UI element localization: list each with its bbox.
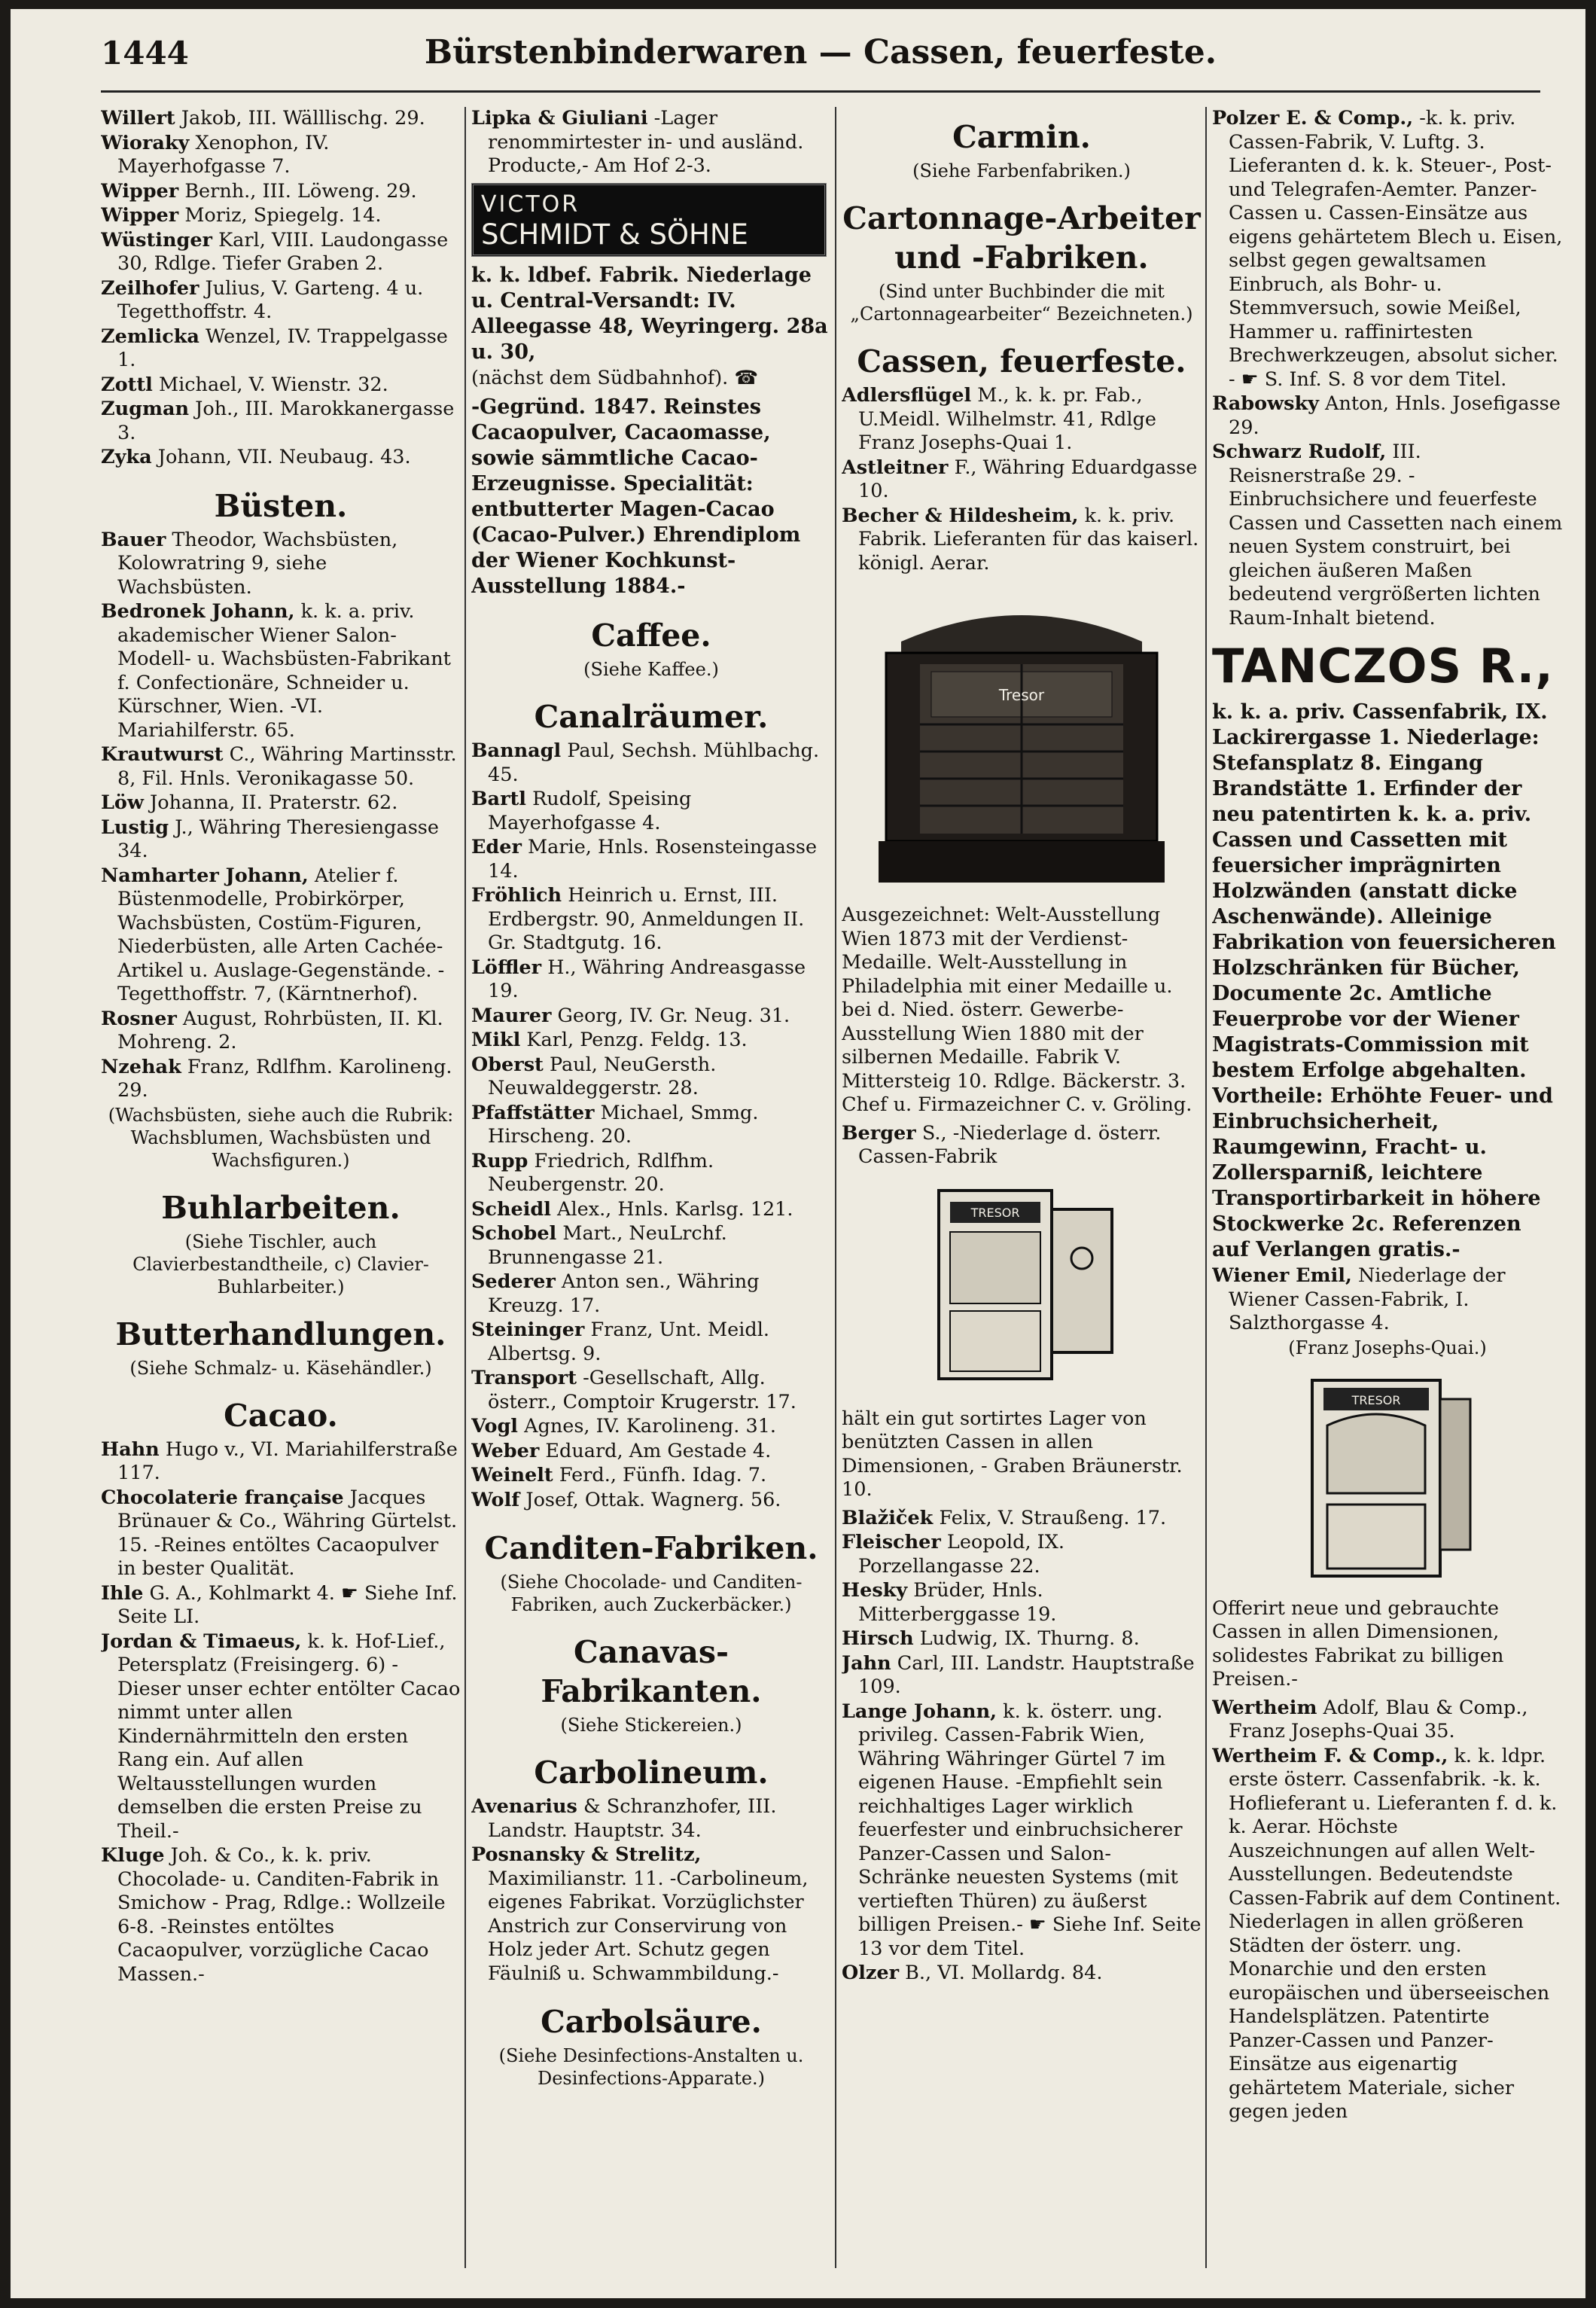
listing-entry <box>101 180 461 204</box>
listing-details: B., VI. Mollardg. 84. <box>905 1962 1103 1984</box>
listing-entry <box>1212 441 1563 630</box>
cross-reference: (Siehe Tischler, auch Clavierbestandtheile, c) Clavier-Buhlarbeiter.) <box>132 1230 429 1297</box>
company-name: Zottl <box>101 373 153 396</box>
company-name: Zeilhofer <box>101 276 200 300</box>
column-2 <box>471 107 831 2268</box>
listing-entry <box>101 1486 461 1581</box>
listing-details: k. k. priv. Fabrik. Lieferanten für das kaiserl. königl. Aerar. <box>858 504 1199 575</box>
listing-details: H., Währing Andreasgasse 19. <box>488 956 806 1002</box>
listing-entry <box>471 1270 831 1318</box>
company-name: Zyka <box>101 446 152 468</box>
listing-entry <box>471 1489 831 1513</box>
cross-reference: (Siehe Chocolade- und Canditen-Fabriken, auch Zuckerbäcker.) <box>500 1572 803 1615</box>
section-heading: Buhlarbeiten. <box>161 1189 401 1226</box>
listing-entry <box>842 1507 1202 1531</box>
listing-details: Carl, III. Landstr. Hauptstraße 109. <box>858 1651 1195 1698</box>
company-name: Oberst <box>471 1053 544 1076</box>
company-name: Wipper <box>101 204 179 227</box>
cross-reference: (Sind unter Buchbinder die mit „Cartonnagearbeiter“ Bezeichneten.) <box>850 281 1193 325</box>
cross-reference: (Wachsbüsten, siehe auch die Rubrik: Wachsblumen, Wachsbüsten und Wachsfiguren.) <box>108 1104 454 1171</box>
listing-entry <box>842 1531 1202 1578</box>
listing-entry <box>471 1029 831 1053</box>
listing-details: Josef, Ottak. Wagnerg. 56. <box>525 1488 781 1511</box>
company-name: Jahn <box>842 1651 891 1675</box>
listing-entry <box>471 956 831 1004</box>
page-number: 1444 <box>101 35 189 72</box>
listing-details: Jacques Brünauer & Co., Währing Gürtelst. 15. -Reines entöltes Cacaopulver in bester Qualität. <box>117 1486 458 1580</box>
listing-entry <box>471 1319 831 1366</box>
company-name: Wiener Emil, <box>1212 1264 1352 1287</box>
column-rule <box>1205 107 1207 2268</box>
listing-details: & Schranzhofer, III. Landstr. Hauptstr. 34. <box>488 1795 777 1842</box>
listing-entry <box>471 107 831 178</box>
company-name: Bedronek Johann, <box>101 600 295 623</box>
listing-entry <box>471 739 831 787</box>
listing-details: k. k. a. priv. akademischer Wiener Salon-Modell- u. Wachsbüsten-Fabrikant f. Confectionäre, Schneider u. Kürschner, Wien. -VI. Mariahilferstr. 65. <box>117 600 451 742</box>
listing-details: k. k. österr. ung. privileg. Cassen-Fabrik Wien, Währing Währinger Gürtel 7 im eigenen Hause. -Empfiehlt sein reichhaltiges Lager wirklich feuerfester und einbruchsicherer Panzer-Cassen und Salon-Schränke neuesten Systems (mit vertieften Thüren) zu äußerst billigen Preisen.- ☛ Siehe Inf. Seite 13 vor dem Titel. <box>858 1700 1202 1960</box>
cross-reference: (Siehe Stickereien.) <box>560 1715 742 1736</box>
listing-details: Johann, VII. Neubaug. 43. <box>157 446 411 468</box>
section-heading: Carbolsäure. <box>541 2004 762 2040</box>
section-heading: Canalräumer. <box>534 699 769 735</box>
company-name: Wüstinger <box>101 228 212 252</box>
column-rule <box>835 107 836 2268</box>
listing-details: C., Währing Martinsstr. 8, Fil. Hnls. Veronikagasse 50. <box>117 743 457 790</box>
listing-details: Michael, V. Wienstr. 32. <box>158 373 388 396</box>
listing-entry <box>471 1053 831 1101</box>
listing-entry <box>101 1630 461 1844</box>
advertisement-text: -Gegründ. 1847. Reinstes Cacaopulver, Cacaomasse, sowie sämmtliche Cacao-Erzeugnisse. Specialität: entbutterter Magen-Cacao (Cacao-Pulver.) Ehrendiplom der Wiener Kochkunst-Ausstellung 1884.- <box>471 395 801 598</box>
company-name: Namharter Johann, <box>101 864 309 887</box>
listing-entry <box>101 446 461 470</box>
listing-entry <box>471 1198 831 1222</box>
listing-details: Agnes, IV. Karolineng. 31. <box>524 1415 777 1438</box>
listing-details: Bernh., III. Löweng. 29. <box>184 179 417 203</box>
listing-entry <box>101 229 461 276</box>
listing-details: Theodor, Wachsbüsten, Kolowratring 9, siehe Wachsbüsten. <box>117 528 398 599</box>
listing-entry <box>842 384 1202 456</box>
listing-details: Joh. & Co., k. k. priv. Chocolade- u. Canditen-Fabrik in Smichow - Prag, Rdlge.: Wollzeile 6-8. -Reinstes entöltes Cacaopulver, vorzügliche Cacao Massen.- <box>117 1844 446 1986</box>
listing-entry <box>101 398 461 445</box>
company-name: Wipper <box>101 179 179 203</box>
listing-details: S., -Niederlage d. österr. Cassen-Fabrik <box>858 1121 1162 1168</box>
company-name: Bannagl <box>471 739 562 762</box>
company-name: Lange Johann, <box>842 1700 998 1723</box>
listing-details: Leopold, IX. Porzellangasse 22. <box>858 1531 1065 1578</box>
company-name: Kluge <box>101 1844 165 1867</box>
company-name: Schobel <box>471 1222 557 1245</box>
listing-entry <box>1212 392 1563 440</box>
listing-entry <box>101 107 461 131</box>
section-heading: Cartonnage-Arbeiter und -Fabriken. <box>842 200 1201 276</box>
listing-details: Ferd., Fünfh. Idag. 7. <box>559 1464 767 1486</box>
company-name: Fleischer <box>842 1531 941 1553</box>
column-4 <box>1212 107 1563 2268</box>
advertisement-text: k. k. a. priv. Cassenfabrik, IX. Lackirergasse 1. Niederlage: Stefansplatz 8. Eingang Brandstätte 1. Erfinder der neu patentirten k. k. a. priv. Cassen und Cassetten mit feuersicher imprägnirten Holzwänden (anstatt dicke Aschenwände). Alleinige Fabrikation von feuersicheren Holzschränken für Bücher, Documente 2c. Amtliche Feuerprobe vor der Wiener Magistrats-Commission mit bestem Erfolge abgehalten. Vortheile: Erhöhte Feuer- und Einbruchsicherheit, Raumgewinn, Fracht- u. Zollersparniß, leichtere Transportirbarkeit in höhere Stockwerke 2c. Referenzen auf Verlangen gratis.- <box>1212 700 1556 1261</box>
listing-entry <box>101 743 461 791</box>
listing-details: M., k. k. pr. Fab., U.Meidl. Wilhelmstr. 41, Rdlge Franz Josephs-Quai 1. <box>858 384 1156 454</box>
listing-details: Niederlage der Wiener Cassen-Fabrik, I. Salzthorgasse 4. <box>1229 1264 1506 1334</box>
listing-entry <box>101 1056 461 1103</box>
listing-entry <box>471 1795 831 1843</box>
directory-page <box>11 9 1585 2298</box>
listing-entry <box>471 788 831 835</box>
listing-details: Friedrich, Rdlfhm. Neubergenstr. 20. <box>488 1149 714 1196</box>
listing-entry <box>101 277 461 325</box>
listing-entry <box>101 325 461 373</box>
listing-details: Georg, IV. Gr. Neug. 31. <box>557 1004 790 1027</box>
section-heading: Canavas-Fabrikanten. <box>541 1634 762 1709</box>
listing-entry <box>471 1415 831 1439</box>
company-name: Maurer <box>471 1004 552 1027</box>
listing-details: -Lager renommirtester in- und ausländ. Producte,- Am Hof 2-3. <box>488 107 804 177</box>
company-name: Astleitner <box>842 456 949 479</box>
company-name: Löffler <box>471 956 542 979</box>
company-name: Weinelt <box>471 1464 553 1486</box>
listing-entry <box>1212 1745 1563 2124</box>
listing-entry <box>842 1962 1202 1986</box>
company-name: Chocolaterie française <box>101 1486 344 1509</box>
listing-details: III. Reisnerstraße 29. -Einbruchsichere und feuerfeste Cassen und Cassetten nach einem neuen System construirt, bei gleichen äußeren Maßen bedeutend vergrößerten lichten Raum-Inhalt bietend. <box>1229 441 1563 630</box>
listing-entry <box>1212 107 1563 392</box>
listing-details: k. k. ldpr. erste österr. Cassenfabrik. -k. k. Hoflieferant u. Lieferanten f. d. k. k. Aerar. Höchste Auszeichnungen auf allen Welt-Ausstellungen. Bedeutendste Cassen-Fabrik auf dem Continent. Niederlagen in allen größeren Städten der österr. ung. Monarchie und den ersten europäischen und überseeischen Handelsplätzen. Patentirte Panzer-Cassen und Panzer-Einsätze aus eigenartig gehärtetem Materiale, sicher gegen jeden <box>1229 1744 1561 2123</box>
section-heading: Cassen, feuerfeste. <box>857 343 1186 380</box>
company-logo <box>471 183 827 257</box>
listing-details: Brüder, Hnls. Mitterberggasse 19. <box>858 1579 1057 1626</box>
company-name: Becher & Hildesheim, <box>842 504 1079 527</box>
listing-details: Johanna, II. Praterstr. 62. <box>150 791 398 814</box>
company-name: Avenarius <box>471 1795 577 1818</box>
company-name: Transport <box>471 1367 577 1389</box>
section-heading: Carmin. <box>952 119 1091 155</box>
listing-entry <box>101 529 461 600</box>
tresor-label: TRESOR <box>1351 1392 1401 1407</box>
company-name: Blažiček <box>842 1506 934 1529</box>
company-name: Scheidl <box>471 1197 551 1221</box>
cross-reference: (Siehe Farbenfabriken.) <box>912 160 1131 181</box>
listing-entry <box>471 1005 831 1029</box>
listing-details: Xenophon, IV. Mayerhofgasse 7. <box>117 131 330 178</box>
column-1 <box>101 107 461 2268</box>
company-name: Lipka & Giuliani <box>471 107 648 130</box>
cross-reference: (Siehe Desinfections-Anstalten u. Desinfections-Apparate.) <box>498 2045 804 2089</box>
listing-entry <box>101 1582 461 1630</box>
listing-entry <box>842 505 1202 576</box>
listing-details: Alex., Hnls. Karlsg. 121. <box>557 1197 793 1221</box>
listing-details: Heinrich u. Ernst, III. Erdbergstr. 90, Anmeldungen II. Gr. Stadtgutg. 16. <box>488 884 805 954</box>
column-3 <box>842 107 1202 2268</box>
listing-details: -k. k. priv. Cassen-Fabrik, V. Luftg. 3. Lieferanten d. k. k. Steuer-, Post- und Telegrafen-Aemter. Panzer-Cassen u. Cassen-Einsätze aus eigens gehärtetem Blech u. Eisen, selbst gegen gewaltsamen Einbruch, als Bohr- u. Stemmversuch, sowie Meißel, Hammer u. raffinirtesten Brechwerkzeugen, absolut sicher. - ☛ S. Inf. S. 8 vor dem Titel. <box>1229 107 1563 391</box>
listing-entry <box>101 1008 461 1055</box>
company-name: Hahn <box>101 1438 160 1461</box>
listing-details: Eduard, Am Gestade 4. <box>545 1439 772 1462</box>
company-name: Berger <box>842 1121 916 1145</box>
listing-details: Anton, Hnls. Josefigasse 29. <box>1229 392 1561 439</box>
listing-entry <box>1212 1697 1563 1744</box>
advertisement-text: Offerirt neue und gebrauchte Cassen in allen Dimensionen, solidestes Fabrikat zu billigen Preisen.- <box>1212 1596 1504 1691</box>
running-title: Bürstenbinderwaren — Cassen, feuerfeste. <box>424 33 1217 72</box>
listing-details: Hugo v., VI. Mariahilferstraße 117. <box>117 1438 458 1484</box>
company-name: Eder <box>471 836 522 858</box>
listing-details: Paul, Sechsh. Mühlbachg. 45. <box>488 739 820 786</box>
cross-reference: (Siehe Kaffee.) <box>583 659 719 680</box>
company-name: Vogl <box>471 1415 518 1438</box>
listing-details: J., Währing Theresiengasse 34. <box>117 816 439 862</box>
advertisement-text: (nächst dem Südbahnhof). ☎ <box>471 366 759 389</box>
company-name: Zemlicka <box>101 325 200 348</box>
listing-details: Paul, NeuGersth. Neuwaldeggerstr. 28. <box>488 1053 717 1099</box>
listing-details: Atelier f. Büstenmodelle, Probirkörper, Wachsbüsten, Costüm-Figuren, Niederbüsten, alle Arten Cachée-Artikel u. Auslage-Gegenstände. - Tegetthoffstr. 7, (Kärntnerhof). <box>117 864 445 1005</box>
listing-details: Anton sen., Währing Kreuzg. 17. <box>488 1270 760 1317</box>
company-name: Nzehak <box>101 1055 181 1078</box>
company-name: Weber <box>471 1439 540 1462</box>
tresor-label: TRESOR <box>970 1205 1020 1220</box>
listing-details: F., Währing Eduardgasse 10. <box>858 456 1198 502</box>
listing-details: Mart., NeuLrchf. Brunnengasse 21. <box>488 1222 727 1269</box>
company-name: Lustig <box>101 816 169 839</box>
company-name: Pfaffstätter <box>471 1101 595 1124</box>
company-name: Wertheim F. & Comp., <box>1212 1744 1448 1767</box>
listing-details: Julius, V. Garteng. 4 u. Tegetthoffstr. 4. <box>117 276 424 323</box>
logo-line-2: SCHMIDT & SÖHNE <box>481 218 748 251</box>
listing-entry <box>1212 1264 1563 1336</box>
listing-details: Ludwig, IX. Thurng. 8. <box>919 1627 1140 1650</box>
company-name: Ihle <box>101 1581 144 1605</box>
company-name: Hesky <box>842 1579 908 1602</box>
company-name: Rupp <box>471 1149 528 1172</box>
listing-details: Maximilianstr. 11. -Carbolineum, eigenes Fabrikat. Vorzüglichster Anstrich zur Conservirung von Holz jeder Art. Schutz gegen Fäulniß u. Schwammbildung.- <box>488 1867 809 1985</box>
section-heading: Canditen-Fabriken. <box>484 1530 818 1566</box>
company-name: Posnansky & Strelitz, <box>471 1843 702 1866</box>
company-name: Wertheim <box>1212 1696 1317 1719</box>
listing-details: Karl, VIII. Laudongasse 30, Rdlge. Tiefer Graben 2. <box>117 228 449 275</box>
listing-entry <box>101 816 461 864</box>
company-name: Krautwurst <box>101 743 224 766</box>
listing-entry <box>471 1367 831 1414</box>
company-name: Sederer <box>471 1270 556 1293</box>
listing-entry <box>842 1627 1202 1651</box>
listing-entry <box>842 1579 1202 1627</box>
listing-details: August, Rohrbüsten, II. Kl. Mohreng. 2. <box>117 1007 443 1053</box>
section-heading: Büsten. <box>214 487 348 524</box>
listing-entry <box>471 1843 831 1986</box>
section-heading: Cacao. <box>224 1397 338 1434</box>
listing-entry <box>842 1700 1202 1962</box>
company-name: Fröhlich <box>471 884 562 907</box>
listing-entry <box>471 1440 831 1464</box>
company-name: Steininger <box>471 1319 585 1341</box>
section-heading: Caffee. <box>591 617 711 654</box>
column-rule <box>464 107 466 2268</box>
listing-entry <box>101 1438 461 1486</box>
company-name: Jordan & Timaeus, <box>101 1630 302 1653</box>
logo-line-1: VICTOR <box>481 191 580 218</box>
company-name: Olzer <box>842 1962 900 1984</box>
listing-details: Michael, Smmg. Hirscheng. 20. <box>488 1101 759 1148</box>
listing-details: k. k. Hof-Lief., Petersplatz (Freisingerg. 6) -Dieser unser echter entölter Cacao nimmt unter allen Kindernährmitteln den ersten Rang ein. Auf allen Weltausstellungen wurden demselben die ersten Preise zu Theil.- <box>117 1630 461 1843</box>
company-name: Bauer <box>101 528 166 551</box>
cross-reference: (Siehe Schmalz- u. Käsehändler.) <box>129 1357 432 1379</box>
listing-details: Joh., III. Marokkanergasse 3. <box>117 398 455 444</box>
advertiser-name: TANCZOS R., <box>1212 639 1554 694</box>
company-name: Bartl <box>471 788 526 810</box>
listing-entry <box>842 1122 1202 1169</box>
listing-details: Adolf, Blau & Comp., Franz Josephs-Quai 35. <box>1229 1696 1528 1742</box>
section-heading: Butterhandlungen. <box>115 1316 446 1352</box>
listing-entry <box>101 132 461 179</box>
cross-reference: (Franz Josephs-Quai.) <box>1288 1337 1487 1358</box>
company-name: Rabowsky <box>1212 392 1319 415</box>
listing-details: Karl, Penzg. Feldg. 13. <box>526 1029 748 1051</box>
listing-details: Franz, Unt. Meidl. Albertsg. 9. <box>488 1319 769 1365</box>
company-name: Wolf <box>471 1488 520 1511</box>
listing-entry <box>471 884 831 956</box>
advertisement-text: hält ein gut sortirtes Lager von benützten Cassen in allen Dimensionen, - Graben Bräunerstr. 10. <box>842 1407 1183 1501</box>
company-name: Hirsch <box>842 1627 914 1650</box>
listing-entry <box>471 1464 831 1488</box>
listing-entry <box>471 1222 831 1270</box>
tresor-label: Tresor <box>998 686 1045 704</box>
listing-details: -Gesellschaft, Allg. österr., Comptoir Krugerstr. 17. <box>488 1367 796 1413</box>
section-heading: Carbolineum. <box>534 1755 769 1791</box>
company-name: Mikl <box>471 1029 521 1051</box>
safe-illustration <box>909 1175 1135 1401</box>
company-name: Zugman <box>101 398 190 420</box>
listing-details: Rudolf, Speising Mayerhofgasse 4. <box>488 788 692 834</box>
listing-details: Moriz, Spiegelg. 14. <box>184 204 382 227</box>
advertisement-text: Ausgezeichnet: Welt-Ausstellung Wien 1873 mit der Verdienst-Medaille. Welt-Ausstellung in Philadelphia mit einer Medaille u. bei d. Nied. österr. Gewerbe-Ausstellung Wien 1880 mit der silbernen Medaille. Fabrik V. Mittersteig 10. Rdlge. Bäckerstr. 3. Chef u. Firmazeichner C. v. Gröling. <box>842 904 1192 1116</box>
company-name: Rosner <box>101 1007 177 1030</box>
listing-entry <box>101 204 461 228</box>
company-name: Adlersflügel <box>842 384 972 407</box>
safe-illustration <box>856 581 1187 898</box>
listing-entry <box>101 373 461 398</box>
listing-entry <box>101 600 461 742</box>
listing-entry <box>101 791 461 816</box>
page-header <box>101 30 1540 93</box>
listing-details: Wenzel, IV. Trappelgasse 1. <box>117 325 448 371</box>
listing-details: Franz, Rdlfhm. Karolineng. 29. <box>117 1055 452 1102</box>
company-name: Schwarz Rudolf, <box>1212 441 1387 463</box>
listing-details: G. A., Kohlmarkt 4. ☛ Siehe Inf. Seite LI. <box>117 1581 458 1628</box>
listing-details: Marie, Hnls. Rosensteingasse 14. <box>488 836 818 883</box>
listing-entry <box>842 456 1202 504</box>
company-name: Polzer E. & Comp., <box>1212 107 1414 130</box>
listing-entry <box>471 836 831 883</box>
listing-entry <box>471 1102 831 1149</box>
listing-entry <box>101 864 461 1007</box>
listing-details: Felix, V. Straußeng. 17. <box>939 1506 1167 1529</box>
listing-entry <box>842 1652 1202 1700</box>
company-name: Wioraky <box>101 131 190 154</box>
listing-entry <box>471 1150 831 1197</box>
advertisement-text: k. k. ldbef. Fabrik. Niederlage u. Central-Versandt: IV. Alleegasse 48, Weyringerg. 28a u. 30, <box>471 263 828 364</box>
listing-details: Jakob, III. Wälllischg. 29. <box>181 107 425 130</box>
company-name: Willert <box>101 107 175 130</box>
safe-illustration <box>1282 1365 1493 1591</box>
listing-entry <box>101 1844 461 1986</box>
company-name: Löw <box>101 791 144 814</box>
